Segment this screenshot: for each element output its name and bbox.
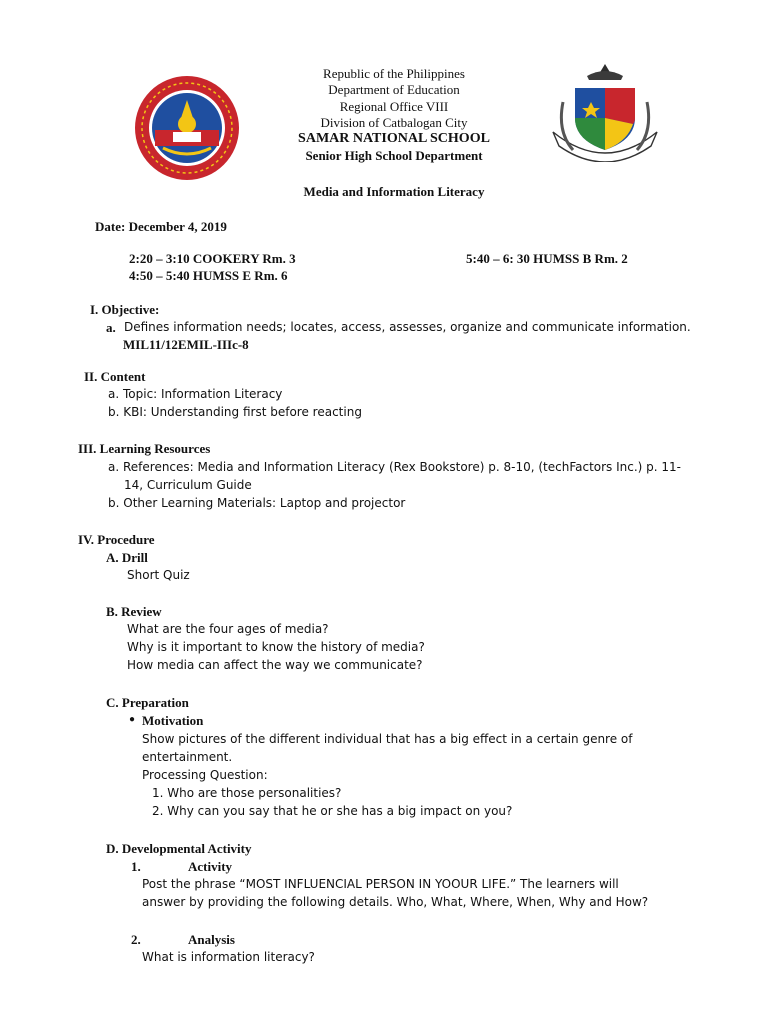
content-topic: a. Topic: Information Literacy: [108, 387, 283, 401]
header-region: Regional Office VIII: [339, 99, 449, 114]
objective-a-text: Defines information needs; locates, access, assesses, organize and communicate information.: [124, 320, 691, 334]
processing-question-1: 1. Who are those personalities?: [152, 786, 342, 800]
header-division: Division of Catbalogan City: [320, 115, 468, 130]
header-deped: Department of Education: [328, 82, 460, 97]
resources-references: a. References: Media and Information Literacy (Rex Bookstore) p. 8-10, (techFactors Inc.) p. 11-: [108, 460, 682, 474]
header-republic: Republic of the Philippines: [323, 66, 465, 81]
schedule-slot-1: 2:20 – 3:10 COOKERY Rm. 3: [129, 251, 296, 266]
motivation-label: Motivation: [142, 713, 204, 728]
resources-heading: III. Learning Resources: [78, 441, 211, 456]
review-question-3: How media can affect the way we communicate?: [127, 658, 423, 672]
activity-number: 1.: [131, 859, 141, 874]
procedure-heading: IV. Procedure: [78, 532, 155, 547]
activity-text-line-1: Post the phrase “MOST INFLUENCIAL PERSON IN YOOUR LIFE.” The learners will: [142, 877, 619, 891]
drill-label: A. Drill: [106, 550, 148, 565]
developmental-label: D. Developmental Activity: [106, 841, 252, 856]
content-kbi: b. KBI: Understanding first before reacting: [108, 405, 362, 419]
schedule-slot-2: 5:40 – 6: 30 HUMSS B Rm. 2: [466, 251, 628, 266]
preparation-label: C. Preparation: [106, 695, 189, 710]
objective-code: MIL11/12EMIL-IIIc-8: [123, 337, 249, 352]
content-heading: II. Content: [84, 369, 146, 384]
review-question-1: What are the four ages of media?: [127, 622, 329, 636]
activity-label: Activity: [188, 859, 233, 874]
analysis-text: What is information literacy?: [142, 950, 315, 964]
drill-text: Short Quiz: [127, 568, 190, 582]
header-school-name: SAMAR NATIONAL SCHOOL: [298, 131, 490, 146]
schedule-slot-3: 4:50 – 5:40 HUMSS E Rm. 6: [129, 268, 288, 283]
lesson-date: Date: December 4, 2019: [95, 219, 227, 234]
activity-text-line-2: answer by providing the following details. Who, What, Where, When, Why and How?: [142, 895, 649, 909]
deped-division-seal-logo: [133, 74, 241, 182]
resources-other-materials: b. Other Learning Materials: Laptop and projector: [108, 496, 406, 510]
motivation-text-line-2: entertainment.: [142, 750, 233, 764]
samar-national-school-crest-logo: [547, 62, 663, 162]
document-title: Media and Information Literacy: [303, 184, 485, 199]
processing-question-2: 2. Why can you say that he or she has a big impact on you?: [152, 804, 513, 818]
objective-heading: I. Objective:: [90, 302, 160, 317]
analysis-number: 2.: [131, 932, 141, 947]
header-department: Senior High School Department: [305, 148, 483, 163]
resources-references-cont: 14, Curriculum Guide: [124, 478, 252, 492]
bullet-icon: ●: [129, 714, 136, 725]
analysis-label: Analysis: [188, 932, 235, 947]
processing-question-label: Processing Question:: [142, 768, 268, 782]
motivation-text-line-1: Show pictures of the different individual that has a big effect in a certain genre of: [142, 732, 633, 746]
objective-a-marker: a.: [106, 320, 116, 335]
review-question-2: Why is it important to know the history of media?: [127, 640, 425, 654]
review-label: B. Review: [106, 604, 162, 619]
